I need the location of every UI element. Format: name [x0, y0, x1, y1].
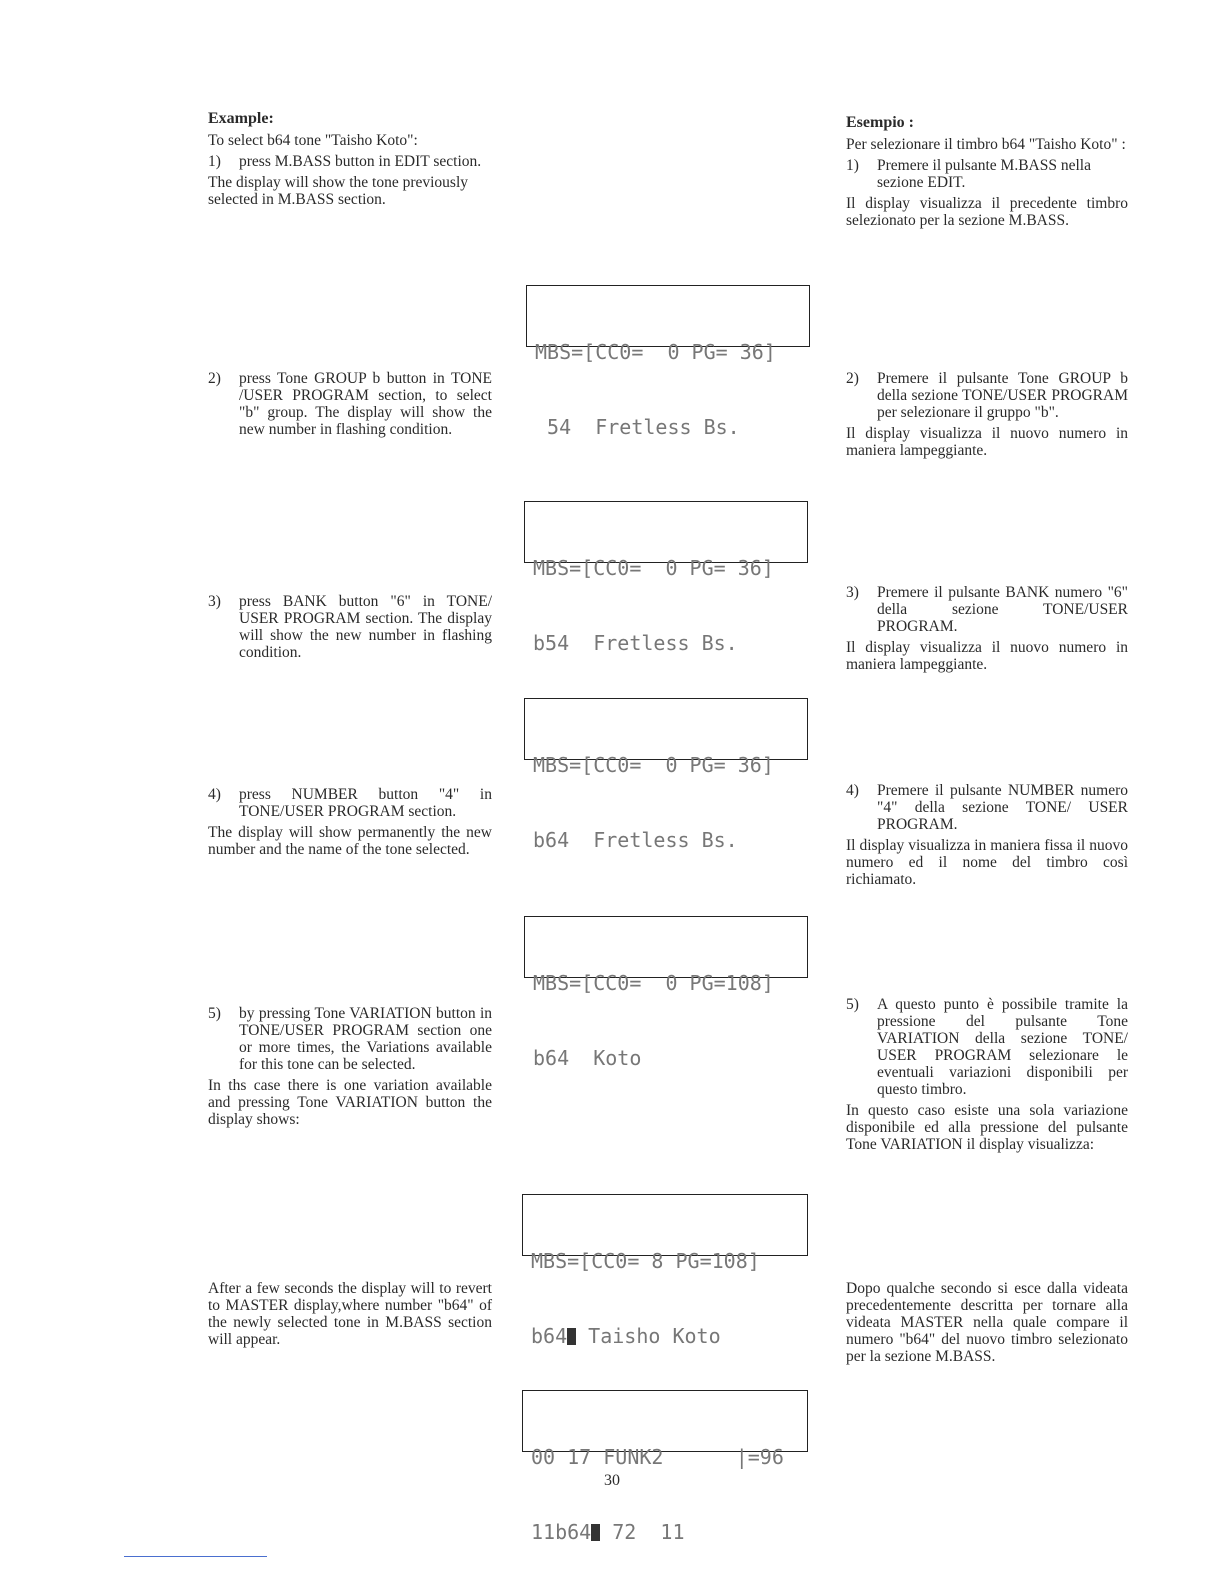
lcd-line-1: MBS=[CC0= 0 PG= 36] — [535, 340, 776, 364]
step-1-note-it: Il display visualizza il precedente timbro selezionato per la sezione M.BASS. — [846, 195, 1128, 229]
page-number: 30 — [604, 1472, 620, 1489]
step-4-en — [208, 786, 492, 862]
after-paragraph: After a few seconds the display will to revert to MASTER display,where number "b64" of the newly selected tone in M.BASS section will appear. — [208, 1280, 492, 1348]
step-4-note-it: Il display visualizza in maniera fissa il nuovo numero ed il nome del timbro così richiamato. — [846, 837, 1128, 888]
step-number: 5) — [208, 1005, 221, 1022]
lcd-line-1: MBS=[CC0= 0 PG= 36] — [533, 556, 774, 580]
step-5-note-it: In questo caso esiste una sola variazione disponibile ed alla pressione del pulsante Tone VARIATION il display visualizza: — [846, 1102, 1128, 1153]
after-paragraph-it: Dopo qualche secondo si esce dalla videata precedentemente descritta per tornare alla videata MASTER nella quale compare il numero "b64" del nuovo timbro selezionato per la sezione M.BASS. — [846, 1280, 1128, 1365]
lcd-display-1 — [526, 285, 810, 439]
step-number: 1) — [208, 153, 221, 170]
lcd-line-1: MBS=[CC0= 0 PG=108] — [533, 971, 774, 995]
step-2-it-section — [846, 370, 1128, 463]
step-4-it — [846, 782, 1128, 833]
lcd-display-3 — [524, 698, 808, 852]
step-text: by pressing Tone VARIATION button in TONE/USER PROGRAM section one or more times, the Variations available for this tone can be selected. — [239, 1005, 492, 1073]
step-2-note-it: Il display visualizza il nuovo numero in maniera lampeggiante. — [846, 425, 1128, 459]
step-number: 2) — [846, 370, 859, 387]
step-text: Premere il pulsante M.BASS nella sezione EDIT. — [877, 157, 1091, 191]
step-3 — [208, 593, 492, 661]
footer-divider — [124, 1556, 267, 1557]
step-text: press BANK button "6" in TONE/ USER PROGRAM section. The display will show the new number in flashing condition. — [239, 593, 492, 661]
step-number: 3) — [846, 584, 859, 601]
lcd-line-2: 54 Fretless Bs. — [535, 415, 740, 439]
example-section-en — [208, 110, 492, 212]
lcd-line-1: MBS=[CC0= 0 PG= 36] — [533, 753, 774, 777]
intro-text: To select b64 tone "Taisho Koto": — [208, 132, 418, 149]
step-5-en — [208, 1005, 492, 1132]
step-5 — [208, 1005, 492, 1073]
lcd-display-2 — [524, 501, 808, 655]
lcd-line-1: 00 17 FUNK2 |=96 — [531, 1445, 784, 1469]
lcd-master-values-rest: 72 11 — [600, 1520, 685, 1544]
esempio-heading: Esempio : — [846, 114, 914, 131]
lcd-display-4 — [524, 916, 808, 1070]
step-4-note: The display will show permanently the new number and the name of the tone selected. — [208, 824, 492, 858]
step-3-it-section — [846, 584, 1128, 677]
lcd-tone-number: b64 — [531, 1324, 568, 1348]
lcd-tone-name: Taisho Koto — [576, 1324, 721, 1348]
step-5-note: In ths case there is one variation available and pressing Tone VARIATION button the display shows: — [208, 1077, 492, 1128]
step-3-it — [846, 584, 1128, 635]
step-2-en — [208, 370, 492, 442]
step-text: press Tone GROUP b button in TONE /USER PROGRAM section, to select "b" group. The display will show the new number in flashing condition. — [239, 370, 492, 438]
step-number: 4) — [846, 782, 859, 799]
lcd-line-2: b64 Koto — [533, 1046, 642, 1070]
step-4-it-section — [846, 782, 1128, 892]
step-text: Premere il pulsante Tone GROUP b della sezione TONE/USER PROGRAM per selezionare il gruppo "b". — [877, 370, 1128, 421]
step-number: 2) — [208, 370, 221, 387]
step-1-note: The display will show the tone previously selected in M.BASS section. — [208, 174, 469, 208]
step-4 — [208, 786, 492, 820]
step-text: press M.BASS button in EDIT section. — [239, 153, 482, 170]
variation-block-icon — [591, 1524, 600, 1541]
step-text: Premere il pulsante NUMBER numero "4" della sezione TONE/ USER PROGRAM. — [877, 782, 1128, 833]
step-1-it — [846, 157, 1128, 191]
example-heading: Example: — [208, 110, 274, 127]
step-number: 1) — [846, 157, 859, 174]
example-section-it — [846, 114, 1128, 233]
step-number: 5) — [846, 996, 859, 1013]
lcd-line-1: MBS=[CC0= 8 PG=108] — [531, 1249, 760, 1273]
step-text: A questo punto è possibile tramite la pressione del pulsante Tone VARIATION della sezione TONE/ USER PROGRAM selezionare le eventuali variazioni disponibili per questo timbro. — [877, 996, 1128, 1098]
variation-block-icon — [567, 1328, 576, 1345]
step-number: 4) — [208, 786, 221, 803]
lcd-line-2 — [531, 1324, 799, 1349]
intro-text-it: Per selezionare il timbro b64 "Taisho Koto" : — [846, 136, 1126, 153]
after-text-en — [208, 1280, 492, 1352]
step-3-en — [208, 593, 492, 665]
lcd-display-5 — [522, 1194, 808, 1348]
step-1 — [208, 153, 492, 170]
step-2 — [208, 370, 492, 438]
lcd-master-values: 11b64 — [531, 1520, 592, 1544]
step-text: Premere il pulsante BANK numero "6" della sezione TONE/USER PROGRAM. — [877, 584, 1128, 635]
after-text-it — [846, 1280, 1128, 1369]
step-number: 3) — [208, 593, 221, 610]
step-text: press NUMBER button "4" in TONE/USER PROGRAM section. — [239, 786, 492, 820]
lcd-line-2: b54 Fretless Bs. — [533, 631, 738, 655]
step-5-it — [846, 996, 1128, 1098]
step-2-it — [846, 370, 1128, 421]
step-3-note-it: Il display visualizza il nuovo numero in maniera lampeggiante. — [846, 639, 1128, 673]
lcd-line-2 — [531, 1520, 799, 1545]
lcd-line-2: b64 Fretless Bs. — [533, 828, 738, 852]
step-5-it-section — [846, 996, 1128, 1157]
